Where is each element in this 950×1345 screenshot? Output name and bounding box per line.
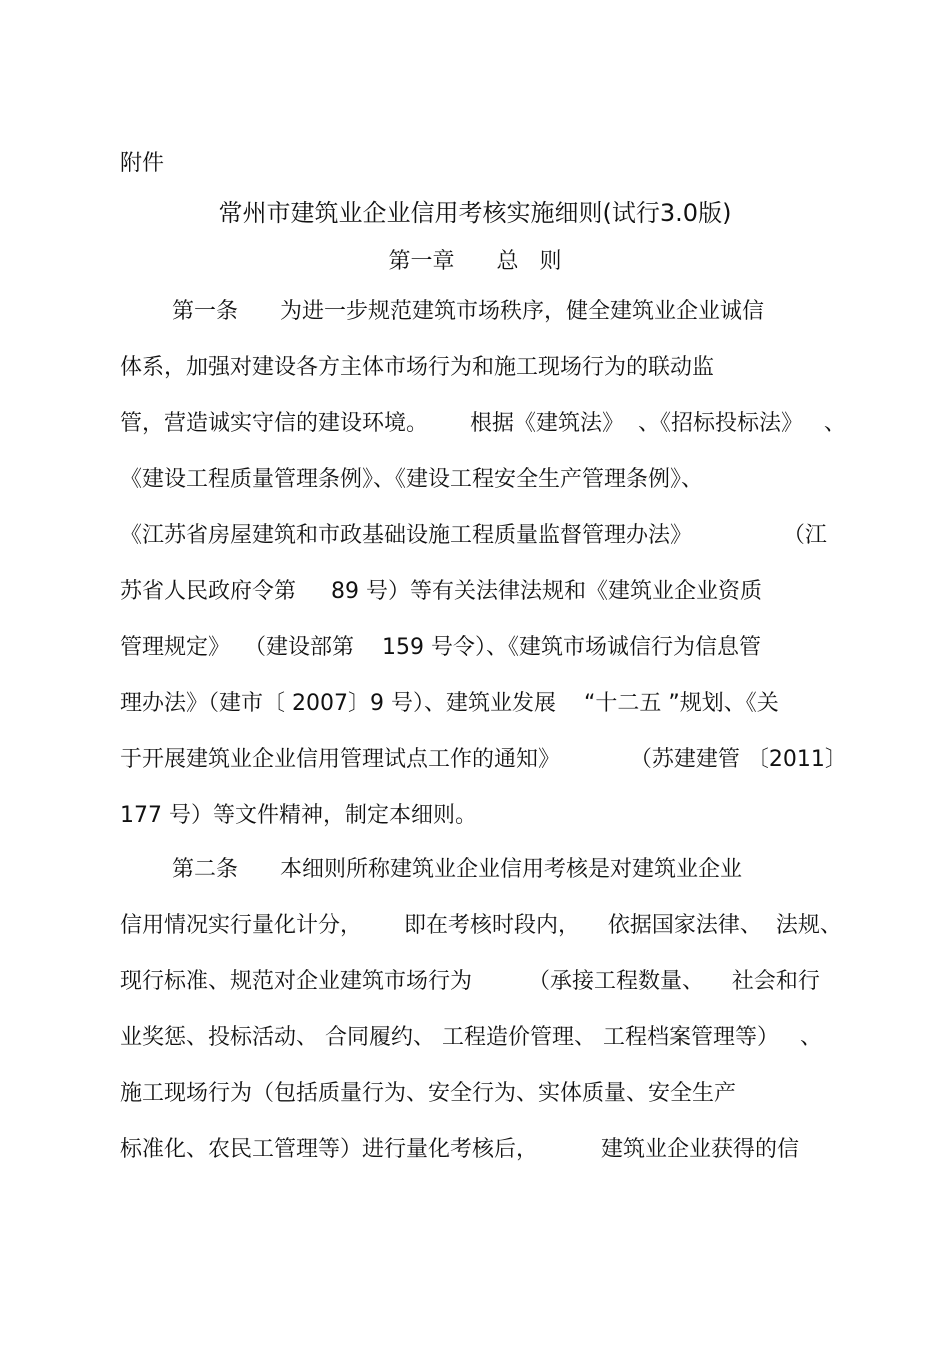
paragraph-line: 管，营造诚实守信的建设环境。 根据《建筑法》 、《招标投标法》 、 <box>120 411 846 436</box>
paragraph-line: 第一条 为进一步规范建筑市场秩序，健全建筑业企业诚信 <box>172 299 764 324</box>
paragraph-line: 177 号）等文件精神，制定本细则。 <box>120 803 477 828</box>
paragraph-line: 《江苏省房屋建筑和市政基础设施工程质量监督管理办法》 （江 <box>120 523 827 548</box>
attachment-label: 附件 <box>120 151 165 176</box>
paragraph-line: 标准化、农民工管理等）进行量化考核后， 建筑业企业获得的信 <box>120 1137 799 1162</box>
paragraph-line: 第二条 本细则所称建筑业企业信用考核是对建筑业企业 <box>172 857 742 882</box>
paragraph-line: 现行标准、规范对企业建筑市场行为 （承接工程数量、 社会和行 <box>120 969 820 994</box>
paragraph-line: 《建设工程质量管理条例》、《建设工程安全生产管理条例》、 <box>120 467 704 492</box>
paragraph-line: 信用情况实行量化计分， 即在考核时段内， 依据国家法律、 法规、 <box>120 913 842 938</box>
paragraph-line: 业奖惩、投标活动、 合同履约、 工程造价管理、 工程档案管理等） 、 <box>120 1025 822 1050</box>
chapter-heading: 第一章 总 则 <box>388 249 562 274</box>
paragraph-line: 理办法》（建市〔 2007〕9 号）、建筑业发展 “十二五 ”规划、《关 <box>120 691 779 716</box>
paragraph-line: 管理规定》 （建设部第 159 号令）、《建筑市场诚信行为信息管 <box>120 635 761 660</box>
paragraph-line: 体系，加强对建设各方主体市场行为和施工现场行为的联动监 <box>120 355 715 380</box>
paragraph-line: 苏省人民政府令第 89 号）等有关法律法规和《建筑业企业资质 <box>120 579 762 604</box>
paragraph-line: 施工现场行为（包括质量行为、安全行为、实体质量、安全生产 <box>120 1081 737 1106</box>
paragraph-line: 于开展建筑业企业信用管理试点工作的通知》 （苏建建管 〔2011〕 <box>120 747 847 772</box>
document-title: 常州市建筑业企业信用考核实施细则(试行3.0版) <box>218 199 732 227</box>
